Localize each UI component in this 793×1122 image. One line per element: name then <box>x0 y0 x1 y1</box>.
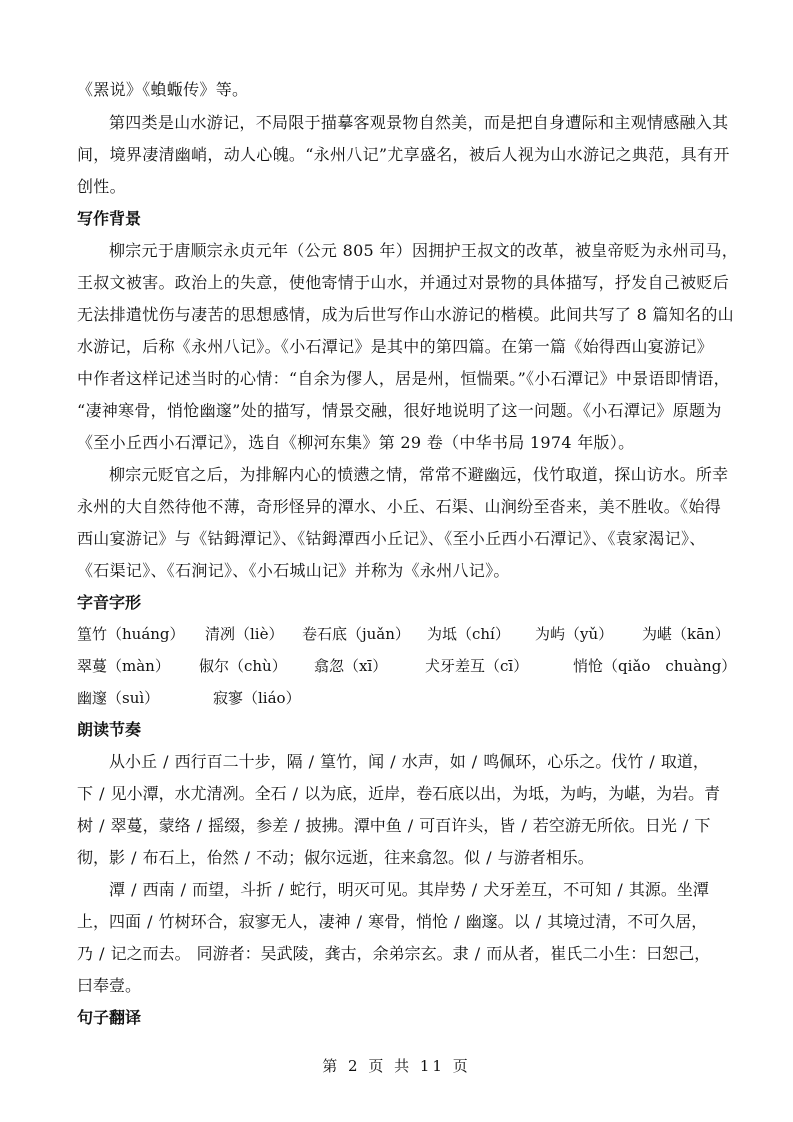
pron-item: 寂寥（liáo） <box>213 689 301 707</box>
heading-pronunciation: 字音字形 <box>77 593 142 612</box>
pron-item: 俶尔（chù） <box>199 657 287 675</box>
fourth-category-line-3: 创性。 <box>77 177 126 196</box>
pron-item: 翕忽（xī） <box>314 657 388 675</box>
background-line-7: 《至小丘西小石潭记》，选自《柳河东集》第 29 卷（中华书局 1974 年版）。 <box>77 433 635 452</box>
heading-sentence-translation: 句子翻译 <box>77 1008 142 1027</box>
page-footer: 第 2 页 共 11 页 <box>322 1057 471 1075</box>
background-line-2: 王叔文被害。政治上的失意，使他寄情于山水，并通过对景物的具体描写，抒发自己被贬后 <box>77 273 730 292</box>
rhythm2-line-1: 潭 / 西南 / 而望，斗折 / 蛇行，明灭可见。其岸势 / 犬牙差互，不可知 / 其源。坐潭 <box>109 880 709 899</box>
pron-item: 悄怆（qiǎo chuàng） <box>573 657 737 675</box>
rhythm-line-2: 下 / 见小潭，水尤清冽。全石 / 以为底，近岸，卷石底以出，为坻，为屿，为嵁，为岩。青 <box>77 784 721 803</box>
pron-item: 为嵁（kān） <box>642 625 730 643</box>
pron-item: 为坻（chí） <box>427 625 510 643</box>
heading-writing-background: 写作背景 <box>77 209 142 228</box>
pron-item: 为屿（yǔ） <box>535 625 614 643</box>
pron-item: 篁竹（huáng） <box>77 625 185 643</box>
background-line-4: 水游记，后称《永州八记》。《小石潭记》是其中的第四篇。在第一篇《始得西山宴游记》 <box>77 337 714 356</box>
background-line-1: 柳宗元于唐顺宗永贞元年（公元 805 年）因拥护王叔文的改革，被皇帝贬为永州司马， <box>109 241 739 260</box>
pron-item: 清冽（liè） <box>205 625 284 643</box>
rhythm2-line-2: 上，四面 / 竹树环合，寂寥无人，凄神 / 寒骨，悄怆 / 幽邃。以 / 其境过清，不可久居， <box>77 912 708 931</box>
background2-line-1: 柳宗元贬官之后，为排解内心的愤懑之情，常常不避幽远，伐竹取道，探山访水。所幸 <box>109 465 729 484</box>
rhythm-line-4: 彻，影 / 布石上，佁然 / 不动；俶尔远逝，往来翕忽。似 / 与游者相乐。 <box>77 848 594 867</box>
fourth-category-line-1: 第四类是山水游记，不局限于描摹客观景物自然美，而是把自身遭际和主观情感融入其 <box>109 113 729 132</box>
rhythm2-line-4: 曰奉壹。 <box>77 976 142 995</box>
pron-item: 犬牙差互（cī） <box>425 657 529 675</box>
fourth-category-line-2: 间，境界凄清幽峭，动人心魄。“永州八记”尤享盛名，被后人视为山水游记之典范，具有开 <box>77 145 730 164</box>
pron-item: 卷石底（juǎn） <box>302 625 410 643</box>
background-line-5: 中作者这样记述当时的心情：“自余为僇人，居是州，恒惴栗。”《小石潭记》中景语即情语， <box>77 369 730 388</box>
background2-line-4: 《石渠记》、《石涧记》、《小石城山记》并称为《永州八记》。 <box>77 561 510 580</box>
rhythm2-line-3: 乃 / 记之而去。 同游者：吴武陵，龚古，余弟宗玄。隶 / 而从者，崔氏二小生：曰恕己， <box>77 944 711 963</box>
rhythm-line-1: 从小丘 / 西行百二十步，隔 / 篁竹，闻 / 水声，如 / 鸣佩环，心乐之。伐竹 / 取道， <box>109 752 709 771</box>
intro-tail-line: 《罴说》《蝜蝂传》等。 <box>77 80 249 99</box>
background-line-3: 无法排遣忧伤与凄苦的思想感情，成为后世写作山水游记的楷模。此间共写了 8 篇知名的山 <box>77 305 734 324</box>
pron-item: 幽邃（suì） <box>77 689 160 707</box>
background2-line-3: 西山宴游记》与《钴鉧潭记》、《钴鉧潭西小丘记》、《至小丘西小石潭记》、《袁家渴记》、 <box>77 529 706 548</box>
background-line-6: “凄神寒骨，悄怆幽邃”处的描写，情景交融，很好地说明了这一问题。《小石潭记》原题为 <box>77 401 722 420</box>
rhythm-line-3: 树 / 翠蔓，蒙络 / 摇缀，参差 / 披拂。潭中鱼 / 可百许头，皆 / 若空游无所依。日光 / 下 <box>77 816 711 835</box>
pron-item: 翠蔓（màn） <box>77 657 170 675</box>
heading-reading-rhythm: 朗读节奏 <box>77 720 142 739</box>
background2-line-2: 永州的大自然待他不薄，奇形怪异的潭水、小丘、石渠、山涧纷至沓来，美不胜收。《始得 <box>77 497 722 516</box>
